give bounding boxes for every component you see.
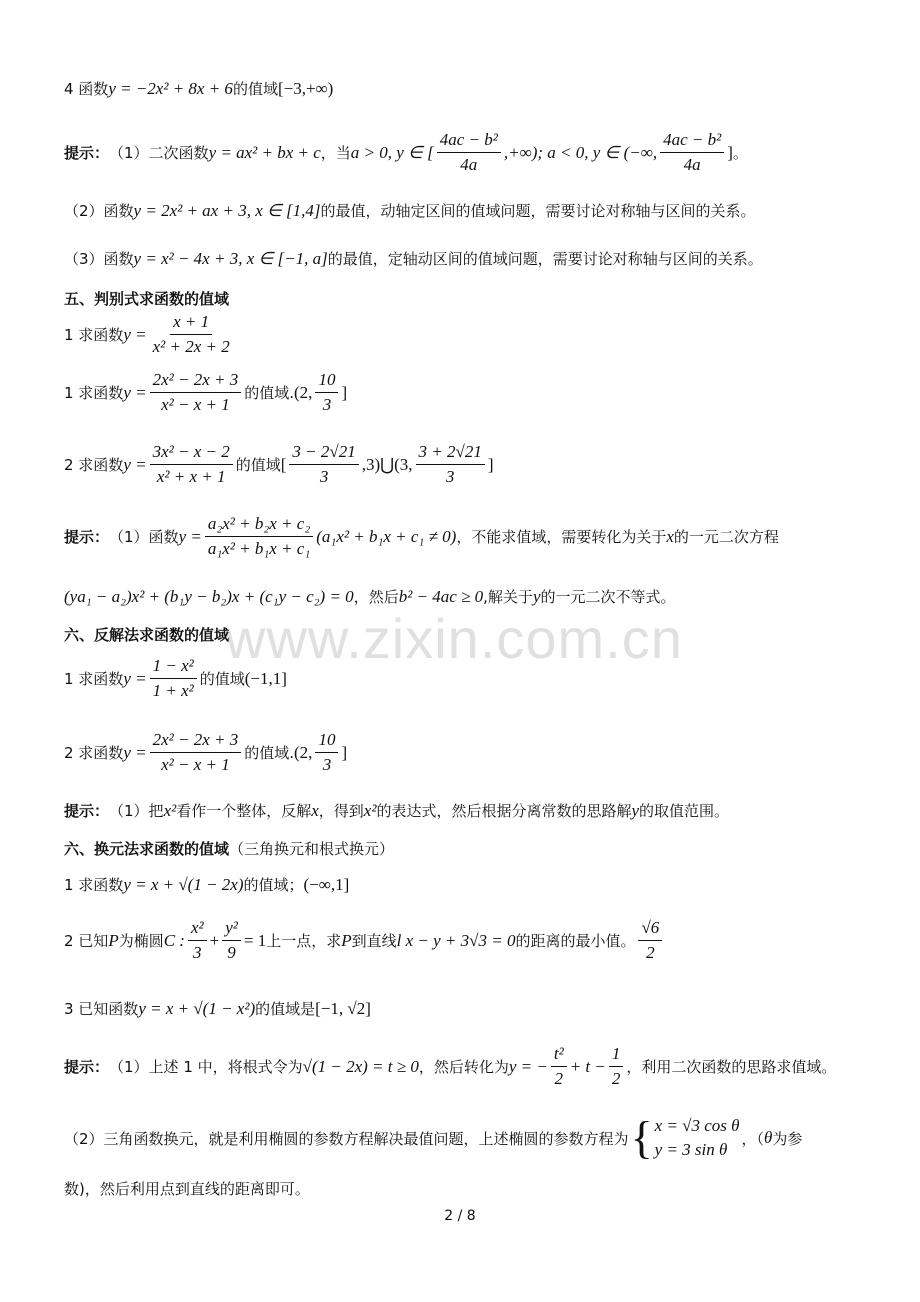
text: ，（ [741,1129,765,1148]
fraction-numerator: x² [188,918,207,941]
hint-label: 提示： [64,1058,110,1076]
text: 的值域 [235,456,281,474]
math-answer: (−∞,1] [303,874,350,894]
text: 的值域 [199,670,245,688]
math-variable: x [666,526,674,546]
math-answer: [−1, √2] [315,998,371,1018]
fraction [188,918,207,963]
fraction-numerator: y² [222,918,241,941]
section-heading-line [64,838,394,859]
fraction-denominator: 9 [227,943,236,962]
fraction-numerator: 4ac − b² [437,130,501,153]
math-expression: a > 0, y ∈ [ [350,142,434,162]
text: （2）三角函数换元，就是利用椭圆的参数方程解决最值问题，上述椭圆的参数方程为 [64,1129,629,1148]
fraction-denominator: 1 + x² [152,681,194,700]
math-answer: (2, [294,382,313,402]
hint-inverse-line [64,800,729,821]
text: 1 求函数 [64,670,124,688]
left-brace-icon: { [630,1112,653,1163]
math-expression: √(1 − 2x) = t ≥ 0 [302,1056,419,1076]
math-expression: l x − y + 3√3 = 0 [396,930,516,950]
text: 的最值，定轴动区间的值域问题，需要讨论对称轴与区间的关系。 [327,250,763,268]
fraction-denominator: 3 [319,467,329,486]
math-expression: + [209,930,220,950]
math-variable: y [532,586,541,606]
fraction-denominator: 2 [646,943,655,962]
fraction [150,656,197,701]
fraction [150,312,233,357]
text: 的一元二次不等式。 [540,588,676,606]
text: ，利用二次函数的思路求值域。 [626,1058,837,1076]
text: 3 已知函数 [64,1000,139,1018]
fraction-numerator: x + 1 [170,312,212,335]
fraction-denominator: 4a [460,155,478,174]
text: 为椭圆 [118,932,164,950]
math-expression: y = x + √(1 − 2x) [123,874,244,894]
fraction [205,514,313,559]
fraction-numerator: 3 + 2√21 [416,442,485,465]
fraction-denominator: 4a [683,155,701,174]
hint-3-line [64,248,763,269]
math-variable: P [108,930,119,950]
math-variable: x [311,800,319,820]
text: ，得到 [318,802,364,820]
text: （1）把 [109,802,164,820]
math-answer: (−1,1] [244,668,287,688]
problem-4-line [64,78,333,99]
math-answer: ] [341,382,348,402]
section-heading: 六、换元法求函数的值域 [64,840,230,858]
text: （1）函数 [109,528,179,546]
math-expression: = 1 [243,930,267,950]
text: 1 求函数 [64,326,124,344]
math-expression: x² [363,800,377,820]
math-expression: y = [123,742,147,762]
fraction-denominator: 3 [193,943,202,962]
fraction-denominator: x² − x + 1 [161,755,230,774]
page-number: 2 / 8 [444,1208,476,1224]
section-subtitle: （三角换元和根式换元） [229,840,395,858]
fraction [222,918,241,963]
problem-line [64,730,347,775]
math-answer: ,3)⋃(3, [361,454,413,474]
fraction [150,730,242,775]
math-expression: x² [163,800,177,820]
text: 的表达式，然后根据分离常数的思路解 [376,802,632,820]
fraction [609,1044,624,1089]
fraction-numerator: 1 − x² [150,656,197,679]
fraction-answer [638,918,662,963]
problem-line [64,656,287,701]
fraction-numerator: 3x² − x − 2 [150,442,233,465]
text: 的值域 [232,80,278,98]
math-expression: b² − 4ac ≥ 0 [398,586,484,606]
text: 4 函数 [64,80,109,98]
text: 1 求函数 [64,384,124,402]
fraction-denominator: 2 [554,1069,564,1088]
fraction-denominator: x² + 2x + 2 [152,337,230,356]
paragraph-end: 数)，然后利用点到直线的距离即可。 [64,1180,310,1198]
fraction-denominator: a₁x² + b₁x + c₁ [207,539,311,558]
hint-2-line [64,200,756,221]
fraction-numerator: 1 [609,1044,624,1067]
math-answer: [ [280,454,287,474]
text: 上一点，求 [266,932,342,950]
fraction-denominator: 3 [322,755,332,774]
text: ,解关于 [483,588,533,606]
fraction [315,730,338,775]
section-heading: 六、反解法求函数的值域 [64,626,230,644]
text: （1）上述 1 中，将根式令为 [109,1058,303,1076]
parametric-system [631,1114,740,1162]
math-expression: + t − [569,1056,606,1076]
math-expression: y = x² − 4x + 3, x ∈ [−1, a] [133,248,328,268]
fraction-numerator: t² [551,1044,567,1067]
hint-label: 提示： [64,144,110,162]
math-answer: ] [341,742,348,762]
watermark: www.zixin.com.cn [225,607,683,670]
fraction-numerator: 10 [315,730,338,753]
math-variable: P [341,930,352,950]
math-expression: y = −2x² + 8x + 6 [108,78,233,98]
text: 的一元二次方程 [673,528,779,546]
math-expression: y = − [508,1056,548,1076]
math-variable: θ [764,1128,773,1147]
text: 到直线 [351,932,397,950]
fraction-numerator: 2x² − 2x + 3 [150,730,242,753]
problem-line [64,874,349,895]
text: 的最值，动轴定区间的值域问题，需要讨论对称轴与区间的关系。 [320,202,756,220]
text: 2 求函数 [64,456,124,474]
math-answer: (2, [294,742,313,762]
hint-discriminant-line-2 [64,586,676,607]
fraction [437,130,501,175]
section-heading: 五、判别式求函数的值域 [64,290,230,308]
fraction-denominator: x² − x + 1 [161,395,230,414]
math-expression: y = ax² + bx + c [208,142,321,162]
text: 的值域； [243,876,304,894]
math-expression: y = [123,382,147,402]
fraction-denominator: 3 [322,395,332,414]
math-expression: y = [178,526,202,546]
fraction [416,442,485,487]
fraction-numerator: √6 [638,918,662,941]
problem-line [64,998,371,1019]
problem-line [64,442,494,487]
parametric-row-y: y = 3 sin θ [654,1140,728,1159]
math-expression: (a₁x² + b₁x + c₁ ≠ 0) [316,526,457,546]
text: ，然后转化为 [418,1058,509,1076]
math-expression: ] [727,142,733,162]
text: 的取值范围。 [639,802,730,820]
text: （1）二次函数 [109,144,209,162]
math-expression: C : [163,930,185,950]
fraction [150,442,233,487]
text: 看作一个整体，反解 [176,802,312,820]
text: 的值域是 [255,1000,316,1018]
fraction-denominator: 2 [611,1069,621,1088]
fraction-numerator: 10 [315,370,338,393]
math-expression: y = [123,668,147,688]
math-expression: y = x + √(1 − x²) [138,998,256,1018]
text: 。 [732,144,748,162]
parametric-row-x: x = √3 cos θ [654,1116,740,1135]
problem-line [64,370,347,415]
text: 为参 [772,1129,803,1148]
math-answer: ] [487,454,494,474]
hint-discriminant-line [64,514,779,559]
text: 的距离的最小值。 [515,932,636,950]
hint-trig-line [64,1114,802,1162]
hint-quadratic-line [64,130,748,175]
text: （2）函数 [64,202,134,220]
math-expression: y = [123,324,147,344]
text: ，然后 [353,588,399,606]
math-answer: [−3,+∞) [277,78,334,98]
fraction-numerator: 2x² − 2x + 3 [150,370,242,393]
fraction-numerator: 3 − 2√21 [289,442,358,465]
text: ，当 [320,144,351,162]
hint-label: 提示： [64,528,110,546]
math-expression: y = 2x² + ax + 3, x ∈ [1,4] [133,200,321,220]
text: 2 求函数 [64,744,124,762]
text: 的值域. [244,744,295,762]
text: 1 求函数 [64,876,124,894]
fraction [660,130,724,175]
hint-substitution-line [64,1044,836,1089]
fraction [551,1044,567,1089]
problem-line [64,312,236,357]
math-expression: (ya₁ − a₂)x² + (b₁y − b₂)x + (c₁y − c₂) = 0 [64,586,354,606]
fraction [315,370,338,415]
text: ，不能求值域，需要转化为关于 [456,528,667,546]
math-expression: ,+∞); a < 0, y ∈ (−∞, [503,142,658,162]
fraction [289,442,358,487]
fraction-numerator: a₂x² + b₂x + c₂ [205,514,313,537]
text: （3）函数 [64,250,134,268]
fraction-denominator: 3 [445,467,455,486]
text: 2 已知 [64,932,109,950]
fraction-denominator: x² + x + 1 [156,467,226,486]
hint-label: 提示： [64,802,110,820]
fraction [150,370,242,415]
fraction-numerator: 4ac − b² [660,130,724,153]
problem-ellipse-line [64,918,665,963]
math-expression: y = [123,454,147,474]
text: 的值域. [244,384,295,402]
math-variable: y [631,800,640,820]
